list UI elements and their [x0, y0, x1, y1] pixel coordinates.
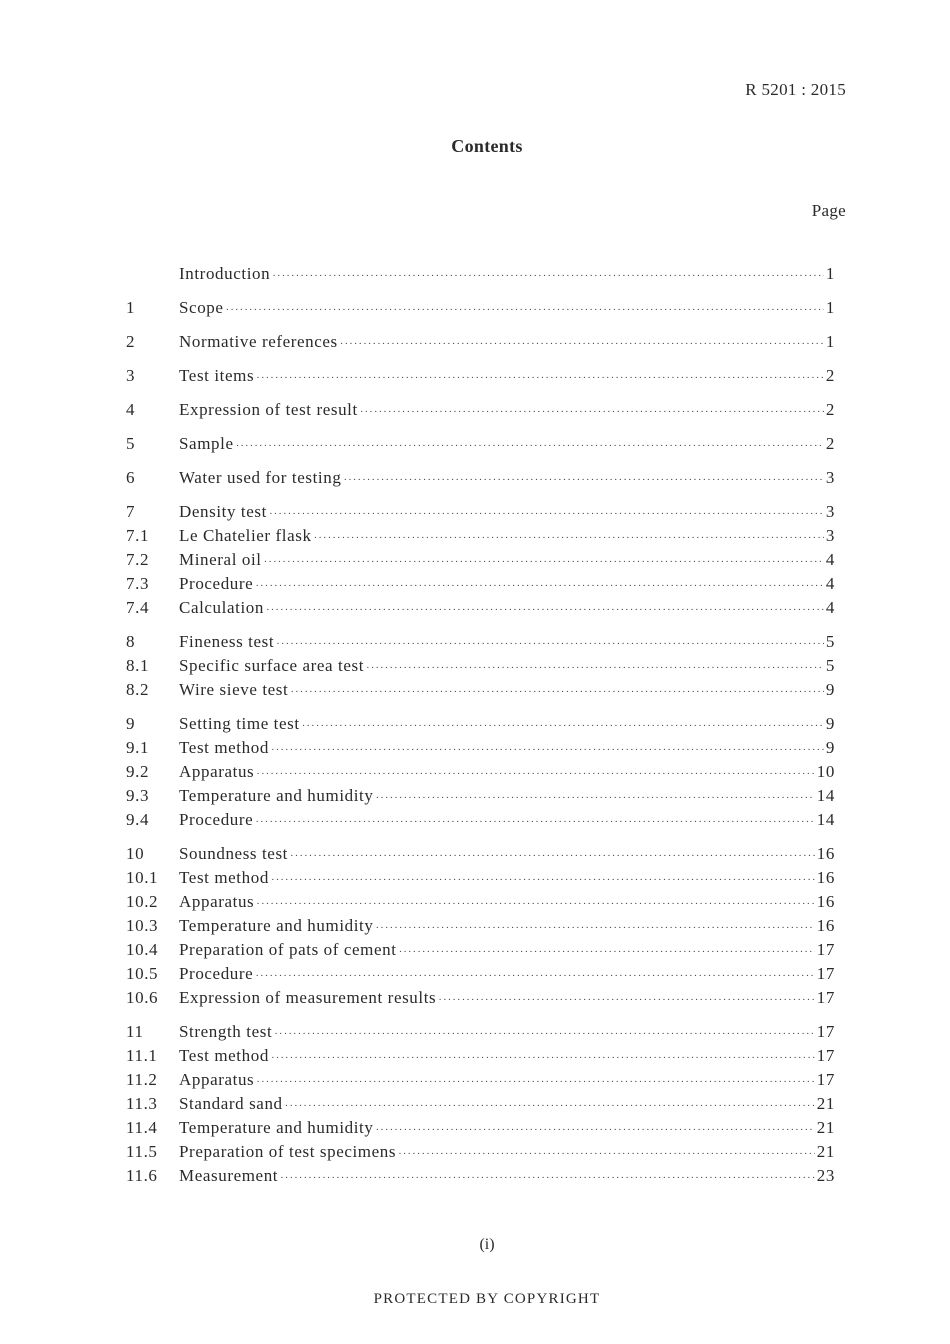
toc-entry-number: 10.4 [126, 940, 159, 959]
toc-entry-number: 10.1 [126, 868, 159, 887]
toc-entry-number: 10.3 [126, 916, 159, 935]
toc-entry[interactable] [126, 986, 835, 1010]
toc-entry-title: Density test [179, 502, 267, 521]
toc-dot-leader [256, 1070, 815, 1094]
toc-entry-number: 7 [126, 502, 136, 521]
toc-entry-title: Test items [179, 366, 255, 385]
toc-dot-leader [376, 786, 815, 810]
toc-entry[interactable] [126, 866, 835, 890]
toc-entry-page: 9 [825, 738, 835, 757]
toc-entry[interactable] [126, 784, 835, 808]
toc-entry-title: Procedure [179, 574, 254, 593]
toc-dot-leader [271, 738, 824, 762]
toc-entry-page: 10 [816, 762, 835, 781]
toc-dot-leader [398, 1142, 815, 1166]
toc-entry[interactable] [126, 760, 835, 784]
toc-dot-leader [266, 598, 824, 622]
toc-entry[interactable] [126, 500, 835, 524]
toc-entry[interactable] [126, 808, 835, 832]
toc-dot-leader [290, 680, 824, 704]
toc-entry-number: 11.1 [126, 1046, 158, 1065]
toc-entry-title: Calculation [179, 598, 264, 617]
toc-entry-title: Preparation of pats of cement [179, 940, 397, 959]
toc-entry-title: Test method [179, 1046, 269, 1065]
toc-entry-page: 16 [816, 868, 835, 887]
toc-entry[interactable] [126, 938, 835, 962]
toc-dot-leader [272, 264, 824, 288]
toc-entry[interactable] [126, 1116, 835, 1140]
toc-dot-leader [280, 1166, 815, 1190]
toc-entry-title: Specific surface area test [179, 656, 365, 675]
contents-heading: Contents [451, 136, 523, 156]
toc-entry-page: 14 [816, 786, 835, 805]
toc-entry-number: 7.3 [126, 574, 150, 593]
toc-entry-number: 8 [126, 632, 136, 651]
page-folio: (i) [479, 1236, 495, 1253]
toc-entry-page: 17 [816, 940, 835, 959]
toc-dot-leader [399, 940, 815, 964]
toc-entry-title: Sample [179, 434, 234, 453]
toc-entry-number: 6 [126, 468, 136, 487]
toc-dot-leader [302, 714, 824, 738]
toc-entry-title: Apparatus [179, 892, 255, 911]
toc-entry[interactable] [126, 1020, 835, 1044]
toc-entry-number: 10.6 [126, 988, 159, 1007]
table-of-contents [126, 262, 835, 1188]
toc-entry-page: 2 [825, 434, 835, 453]
toc-entry[interactable] [126, 398, 835, 422]
toc-entry-page: 9 [825, 680, 835, 699]
toc-entry-page: 5 [825, 632, 835, 651]
toc-dot-leader [366, 656, 824, 680]
toc-dot-leader [438, 988, 815, 1012]
toc-entry[interactable] [126, 890, 835, 914]
toc-entry-title: Procedure [179, 964, 254, 983]
toc-entry[interactable] [126, 572, 835, 596]
toc-entry-page: 21 [816, 1118, 835, 1137]
toc-entry-page: 1 [825, 332, 835, 351]
toc-entry-title: Le Chatelier flask [179, 526, 312, 545]
toc-entry[interactable] [126, 678, 835, 702]
toc-entry-page: 21 [816, 1142, 835, 1161]
toc-dot-leader [256, 366, 824, 390]
toc-entry-page: 3 [825, 526, 835, 545]
toc-entry-title: Mineral oil [179, 550, 262, 569]
toc-entry-title: Normative references [179, 332, 338, 351]
toc-dot-leader [255, 574, 824, 598]
toc-entry-page: 2 [825, 400, 835, 419]
toc-entry-number: 9.2 [126, 762, 150, 781]
toc-entry-title: Wire sieve test [179, 680, 289, 699]
toc-entry-number: 7.2 [126, 550, 150, 569]
toc-dot-leader [285, 1094, 815, 1118]
toc-entry-title: Water used for testing [179, 468, 342, 487]
toc-dot-leader [376, 1118, 815, 1142]
toc-entry-page: 17 [816, 1022, 835, 1041]
toc-entry[interactable] [126, 712, 835, 736]
toc-entry-number: 3 [126, 366, 136, 385]
toc-entry[interactable] [126, 466, 835, 490]
toc-entry[interactable] [126, 914, 835, 938]
toc-dot-leader [271, 1046, 815, 1070]
toc-entry[interactable] [126, 962, 835, 986]
toc-entry[interactable] [126, 524, 835, 548]
toc-entry-page: 16 [816, 916, 835, 935]
toc-dot-leader [236, 434, 824, 458]
toc-entry[interactable] [126, 1044, 835, 1068]
toc-entry-number: 11.2 [126, 1070, 158, 1089]
toc-entry-number: 7.1 [126, 526, 150, 545]
toc-entry-number: 8.2 [126, 680, 150, 699]
toc-entry-page: 17 [816, 964, 835, 983]
toc-entry-title: Strength test [179, 1022, 273, 1041]
toc-dot-leader [269, 502, 824, 526]
toc-dot-leader [360, 400, 824, 424]
page-column-label: Page [811, 201, 846, 220]
copyright-notice: PROTECTED BY COPYRIGHT [373, 1291, 601, 1307]
document-id: R 5201 : 2015 [745, 80, 846, 99]
toc-entry[interactable] [126, 330, 835, 354]
toc-entry-title: Apparatus [179, 1070, 255, 1089]
toc-entry-page: 1 [825, 298, 835, 317]
toc-entry-title: Expression of test result [179, 400, 358, 419]
toc-entry-number: 9.4 [126, 810, 150, 829]
toc-dot-leader [256, 762, 815, 786]
toc-entry-title: Expression of measurement results [179, 988, 437, 1007]
toc-entry-title: Procedure [179, 810, 254, 829]
toc-dot-leader [255, 810, 814, 834]
toc-entry-number: 9 [126, 714, 136, 733]
toc-dot-leader [343, 468, 823, 492]
toc-entry-number: 5 [126, 434, 136, 453]
toc-entry-number: 2 [126, 332, 136, 351]
toc-entry-title: Test method [179, 738, 269, 757]
toc-dot-leader [226, 298, 824, 322]
toc-dot-leader [340, 332, 824, 356]
toc-entry[interactable] [126, 296, 835, 320]
toc-entry-number: 11.4 [126, 1118, 158, 1137]
toc-entry-page: 21 [816, 1094, 835, 1113]
toc-entry-title: Apparatus [179, 762, 255, 781]
toc-entry[interactable] [126, 1164, 835, 1188]
toc-entry-title: Temperature and humidity [179, 1118, 374, 1137]
toc-entry[interactable] [126, 630, 835, 654]
toc-entry-number: 11.5 [126, 1142, 158, 1161]
toc-dot-leader [264, 550, 824, 574]
toc-entry-number: 10.2 [126, 892, 159, 911]
toc-dot-leader [290, 844, 815, 868]
toc-entry[interactable] [126, 654, 835, 678]
toc-entry[interactable] [126, 1140, 835, 1164]
toc-entry-title: Standard sand [179, 1094, 283, 1113]
toc-entry-title: Introduction [179, 264, 271, 283]
toc-entry-page: 3 [825, 502, 835, 521]
toc-entry-page: 14 [816, 810, 835, 829]
toc-entry-number: 1 [126, 298, 136, 317]
toc-entry-title: Soundness test [179, 844, 288, 863]
toc-entry-page: 9 [825, 714, 835, 733]
toc-entry-title: Setting time test [179, 714, 300, 733]
toc-entry-title: Temperature and humidity [179, 916, 374, 935]
toc-dot-leader [271, 868, 815, 892]
toc-entry-page: 1 [825, 264, 835, 283]
toc-entry-page: 4 [825, 574, 835, 593]
toc-entry-page: 4 [825, 598, 835, 617]
toc-entry-title: Test method [179, 868, 269, 887]
toc-entry-number: 10.5 [126, 964, 159, 983]
toc-entry-number: 8.1 [126, 656, 150, 675]
toc-entry-page: 16 [816, 892, 835, 911]
toc-entry-page: 5 [825, 656, 835, 675]
toc-entry-number: 11.3 [126, 1094, 158, 1113]
toc-entry[interactable] [126, 842, 835, 866]
toc-entry[interactable] [126, 596, 835, 620]
toc-entry-page: 17 [816, 988, 835, 1007]
toc-entry-page: 23 [816, 1166, 835, 1185]
toc-entry[interactable] [126, 1068, 835, 1092]
toc-entry-page: 17 [816, 1070, 835, 1089]
toc-dot-leader [376, 916, 815, 940]
toc-entry[interactable] [126, 1092, 835, 1116]
toc-entry-number: 9.1 [126, 738, 150, 757]
toc-entry-title: Temperature and humidity [179, 786, 374, 805]
toc-entry-number: 4 [126, 400, 136, 419]
toc-entry-page: 4 [825, 550, 835, 569]
toc-entry[interactable] [126, 736, 835, 760]
toc-entry[interactable] [126, 432, 835, 456]
toc-entry[interactable] [126, 364, 835, 388]
toc-entry-page: 16 [816, 844, 835, 863]
toc-dot-leader [314, 526, 824, 550]
toc-entry[interactable] [126, 548, 835, 572]
toc-entry-title: Preparation of test specimens [179, 1142, 397, 1161]
toc-entry-number: 7.4 [126, 598, 150, 617]
toc-entry-number: 10 [126, 844, 145, 863]
toc-entry-page: 3 [825, 468, 835, 487]
toc-entry-number: 11.6 [126, 1166, 158, 1185]
toc-entry-page: 17 [816, 1046, 835, 1065]
toc-entry-title: Fineness test [179, 632, 275, 651]
toc-entry-title: Scope [179, 298, 224, 317]
toc-dot-leader [274, 1022, 815, 1046]
toc-entry-number: 9.3 [126, 786, 150, 805]
toc-entry-page: 2 [825, 366, 835, 385]
toc-dot-leader [255, 964, 814, 988]
toc-entry-title: Measurement [179, 1166, 279, 1185]
toc-dot-leader [256, 892, 815, 916]
toc-dot-leader [276, 632, 824, 656]
toc-entry-number: 11 [126, 1022, 144, 1041]
toc-entry[interactable] [126, 262, 835, 286]
